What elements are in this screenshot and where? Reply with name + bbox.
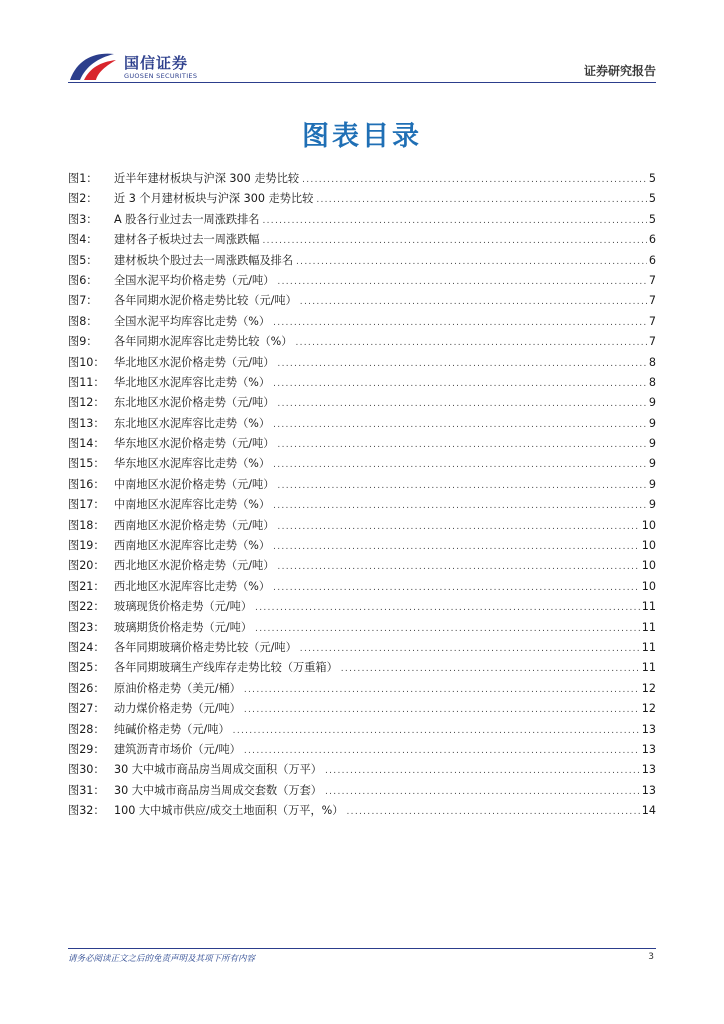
toc-entry-page: 13 [641,742,656,756]
toc-entry-number: 图4： [68,233,98,247]
toc-entry[interactable] [68,638,656,658]
toc-entry-number: 图7： [68,294,98,308]
toc-entry-number: 图22： [68,600,105,614]
toc-entry-number: 图29： [68,742,105,756]
toc-entry-title: 西南地区水泥库容比走势（%） [114,539,271,553]
toc-entry[interactable] [68,720,656,740]
toc-entry-page: 8 [648,355,656,369]
toc-dot-leader [277,435,646,455]
toc-dot-leader [277,394,646,414]
toc-dot-leader [233,721,640,741]
toc-entry[interactable] [68,251,656,271]
toc-entry-title: 近 3 个月建材板块与沪深 300 走势比较 [114,192,314,206]
toc-dot-leader [277,557,639,577]
toc-entry-title: 华东地区水泥价格走势（元/吨） [114,437,275,451]
toc-entry-page: 11 [641,620,656,634]
toc-dot-leader [255,598,640,618]
toc-entry-title: 华东地区水泥库容比走势（%） [114,457,271,471]
toc-entry[interactable] [68,271,656,291]
toc-entry-title: 西北地区水泥库容比走势（%） [114,579,271,593]
toc-entry-title: 各年同期水泥库容比走势比较（%） [114,335,293,349]
logo-english-name: GUOSEN SECURITIES [124,72,198,80]
toc-entry-title: 建筑沥青市场价（元/吨） [114,742,241,756]
toc-entry-number: 图25： [68,661,105,675]
toc-dot-leader [347,802,640,822]
toc-entry[interactable] [68,679,656,699]
toc-entry-page: 12 [641,681,656,695]
toc-dot-leader [262,211,646,231]
toc-entry-title: 东北地区水泥库容比走势（%） [114,416,271,430]
toc-dot-leader [300,292,647,312]
toc-entry[interactable] [68,373,656,393]
toc-entry-page: 10 [641,579,656,593]
toc-entry-number: 图24： [68,640,105,654]
footer-disclaimer: 请务必阅读正文之后的免责声明及其项下所有内容 [68,954,256,964]
toc-entry-title: 近半年建材板块与沪深 300 走势比较 [114,172,300,185]
toc-dot-leader [277,354,646,374]
toc-entry-page: 11 [641,600,656,614]
toc-entry[interactable] [68,332,656,352]
toc-entry-number: 图11： [68,375,105,389]
toc-entry-page: 14 [641,804,656,818]
toc-entry-number: 图13： [68,416,105,430]
toc-entry-page: 13 [641,763,656,777]
toc-entry-page: 11 [641,661,656,675]
figure-list [68,169,656,822]
toc-entry[interactable] [68,210,656,230]
toc-entry-title: 东北地区水泥价格走势（元/吨） [114,396,275,410]
toc-entry[interactable] [68,454,656,474]
toc-entry-number: 图16： [68,477,105,491]
toc-entry-number: 图5： [68,253,98,267]
toc-entry-number: 图9： [68,335,98,349]
logo-chinese-name: 国信证券 [124,54,189,72]
toc-entry[interactable] [68,556,656,576]
toc-entry-number: 图8： [68,314,98,328]
toc-entry-page: 7 [648,273,656,287]
toc-entry-number: 图12： [68,396,105,410]
toc-entry[interactable] [68,312,656,332]
toc-entry-number: 图19： [68,539,105,553]
toc-entry[interactable] [68,353,656,373]
toc-dot-leader [273,496,647,516]
toc-entry[interactable] [68,434,656,454]
toc-entry-number: 图28： [68,722,105,736]
toc-entry-title: 中南地区水泥库容比走势（%） [114,498,271,512]
toc-entry-number: 图20： [68,559,105,573]
toc-entry[interactable] [68,393,656,413]
toc-entry-title: 30 大中城市商品房当周成交套数（万套） [114,783,322,797]
toc-entry[interactable] [68,699,656,719]
toc-entry-number: 图31： [68,783,105,797]
toc-entry-page: 11 [641,640,656,654]
toc-entry[interactable] [68,230,656,250]
toc-entry-page: 9 [648,416,656,430]
toc-dot-leader [255,619,640,639]
toc-entry-title: 各年同期玻璃生产线库存走势比较（万重箱） [114,661,338,675]
toc-entry-title: 中南地区水泥价格走势（元/吨） [114,477,275,491]
toc-entry-title: 华北地区水泥库容比走势（%） [114,375,271,389]
toc-entry[interactable] [68,516,656,536]
toc-entry-number: 图15： [68,457,105,471]
page-title: 图表目录 [302,121,422,152]
toc-entry-page: 9 [648,477,656,491]
toc-dot-leader [273,578,640,598]
toc-dot-leader [273,537,640,557]
toc-entry-title: 纯碱价格走势（元/吨） [114,722,230,736]
toc-dot-leader [295,333,646,353]
toc-dot-leader [244,680,640,700]
toc-dot-leader [273,455,647,475]
toc-entry-title: 原油价格走势（美元/桶） [114,681,241,695]
toc-entry-title: 西南地区水泥价格走势（元/吨） [114,518,275,532]
toc-entry[interactable] [68,495,656,515]
toc-dot-leader [277,517,639,537]
toc-entry-number: 图10： [68,355,105,369]
toc-entry-page: 10 [641,559,656,573]
toc-entry-number: 图2： [68,192,98,206]
toc-dot-leader [316,190,647,210]
toc-entry-title: 100 大中城市供应/成交土地面积（万平，%） [114,804,344,818]
toc-entry-title: 玻璃期货价格走势（元/吨） [114,620,253,634]
toc-entry[interactable] [68,475,656,495]
toc-entry[interactable] [68,577,656,597]
company-logo [68,50,228,82]
toc-entry-page: 5 [648,192,656,206]
toc-entry[interactable] [68,781,656,801]
toc-entry-page: 9 [648,498,656,512]
toc-entry-page: 7 [648,335,656,349]
toc-entry-title: 玻璃现货价格走势（元/吨） [114,600,253,614]
toc-entry-title: 30 大中城市商品房当周成交面积（万平） [114,763,322,777]
toc-entry-page: 12 [641,702,656,716]
toc-entry-page: 7 [648,294,656,308]
toc-entry-page: 6 [648,253,656,267]
toc-entry-title: 全国水泥平均库容比走势（%） [114,314,271,328]
report-type-label: 证券研究报告 [583,64,656,78]
header-divider [68,82,656,83]
toc-entry-title: 西北地区水泥价格走势（元/吨） [114,559,275,573]
toc-dot-leader [325,761,640,781]
toc-entry-page: 9 [648,396,656,410]
toc-dot-leader [262,231,646,251]
toc-entry-page: 9 [648,437,656,451]
toc-dot-leader [273,374,647,394]
toc-dot-leader [296,252,647,272]
toc-entry-number: 图17： [68,498,105,512]
toc-entry[interactable] [68,291,656,311]
toc-dot-leader [341,659,640,679]
toc-entry-page: 13 [641,722,656,736]
page-header [68,46,656,86]
toc-entry[interactable] [68,169,656,189]
guosen-logo-icon [68,50,118,82]
toc-entry[interactable] [68,658,656,678]
toc-dot-leader [277,272,646,292]
toc-entry-number: 图23： [68,620,105,634]
toc-entry-page: 13 [641,783,656,797]
toc-entry-title: A 股各行业过去一周涨跌排名 [114,212,260,226]
toc-entry[interactable] [68,760,656,780]
toc-entry-number: 图14： [68,437,105,451]
toc-entry-title: 全国水泥平均价格走势（元/吨） [114,273,275,287]
toc-entry-number: 图32： [68,804,105,818]
toc-entry-number: 图27： [68,702,105,716]
toc-entry-number: 图6： [68,273,98,287]
page-number: 3 [648,952,654,962]
toc-entry-page: 9 [648,457,656,471]
toc-entry-title: 建材各子板块过去一周涨跌幅 [114,233,260,247]
toc-dot-leader [244,700,640,720]
toc-entry-number: 图21： [68,579,105,593]
toc-entry[interactable] [68,740,656,760]
toc-entry-number: 图18： [68,518,105,532]
toc-entry[interactable] [68,414,656,434]
toc-entry[interactable] [68,536,656,556]
toc-entry-page: 10 [641,518,656,532]
toc-entry-number: 图3： [68,212,98,226]
toc-dot-leader [273,415,647,435]
toc-entry-number: 图26： [68,681,105,695]
toc-entry-title: 各年同期水泥价格走势比较（元/吨） [114,294,297,308]
toc-dot-leader [273,313,647,333]
toc-entry-page: 5 [648,172,656,185]
toc-entry-page: 6 [648,233,656,247]
toc-dot-leader [300,639,640,659]
toc-entry-page: 8 [648,375,656,389]
toc-entry-number: 图1： [68,172,98,185]
toc-entry-title: 华北地区水泥价格走势（元/吨） [114,355,275,369]
toc-entry[interactable] [68,801,656,821]
toc-dot-leader [277,476,646,496]
toc-entry-page: 10 [641,539,656,553]
toc-entry-title: 建材板块个股过去一周涨跌幅及排名 [114,253,294,267]
toc-entry-title: 动力煤价格走势（元/吨） [114,702,241,716]
footer-divider [68,948,656,949]
toc-dot-leader [302,170,647,190]
toc-entry[interactable] [68,189,656,209]
toc-dot-leader [244,741,640,761]
toc-entry[interactable] [68,597,656,617]
toc-entry-number: 图30： [68,763,105,777]
toc-dot-leader [325,782,640,802]
toc-entry-page: 5 [648,212,656,226]
toc-entry-page: 7 [648,314,656,328]
toc-entry-title: 各年同期玻璃价格走势比较（元/吨） [114,640,297,654]
toc-entry[interactable] [68,618,656,638]
